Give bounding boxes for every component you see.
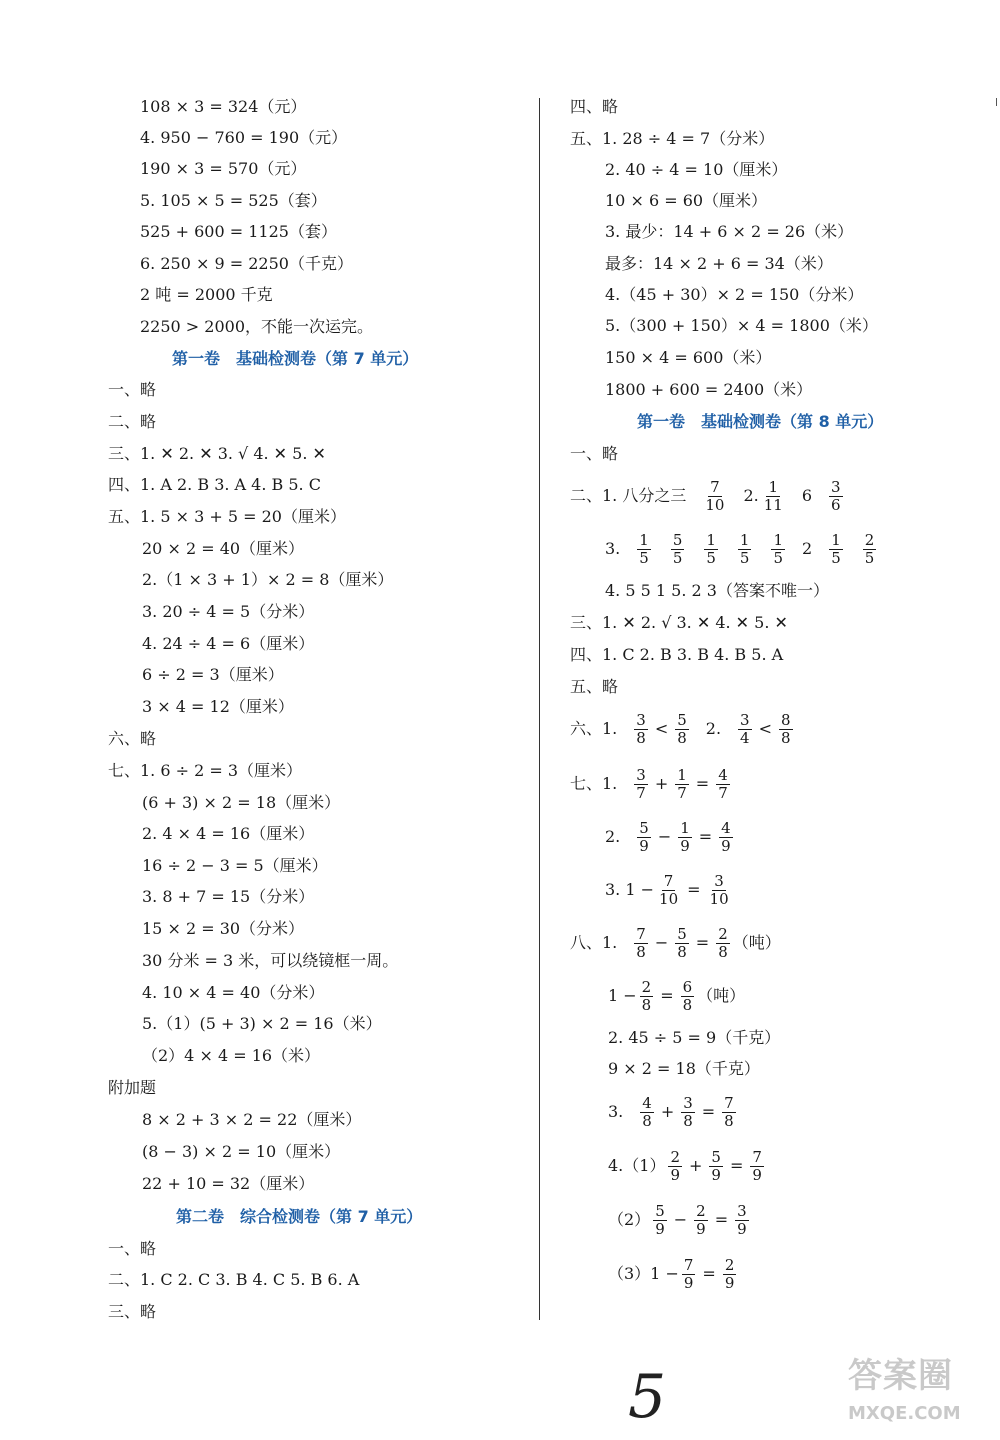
answer-line: 2. 4 × 4 = 16（厘米） [142,824,315,843]
section-heading: 第一卷 基础检测卷（第 7 单元） [172,349,419,368]
answer-line: 四、1. A 2. B 3. A 4. B 5. C [108,475,321,494]
answer-line: 3. 20 ÷ 4 = 5（分米） [142,602,315,621]
answer-line: 五、略 [570,677,619,696]
fraction-line: 2. 5 9 − $\frac{1}{9}$ = $\frac{4}{9}$ [605,818,731,855]
fraction: 3 8 [636,710,646,747]
answer-line: 2. 40 ÷ 4 = 10（厘米） [605,160,788,179]
page-number: 5 [628,1362,667,1432]
answer-line: 一、略 [570,444,619,463]
answer-line: 4. 24 ÷ 4 = 6（厘米） [142,634,315,653]
answer-line: 三、1. ✕ 2. ✕ 3. √ 4. ✕ 5. ✕ [108,444,326,463]
fraction: $\frac{5}{9}$ [711,1147,721,1184]
answer-line: 108 × 3 = 324（元） [140,97,307,116]
answer-line: 最多：14 × 2 + 6 = 34（米） [605,254,833,273]
answer-line: 10 × 6 = 60（厘米） [605,191,768,210]
fraction: 2 5 [864,530,875,567]
answer-line: 2250 > 2000，不能一次运完。 [140,317,374,336]
watermark-url: MXQE.COM [848,1403,961,1424]
fraction: 1 11 [763,477,783,514]
answer-line: 9 × 2 = 18（千克） [608,1059,760,1078]
fraction-line: 4.（1） 2 9 + $\frac{5}{9}$ = $\frac{7}{9}$ [608,1147,762,1184]
answer-line: 三、略 [108,1302,157,1321]
answer-line: 150 × 4 = 600（米） [605,348,772,367]
fraction: $\frac{7}{8}$ [724,1093,734,1130]
answer-line: 二、略 [108,412,157,431]
fraction: $\frac{7}{9}$ [752,1147,762,1184]
fraction: 3 6 [831,477,841,514]
answer-line: 3 × 4 = 12（厘米） [142,697,294,716]
answer-line: 16 ÷ 2 − 3 = 5（厘米） [142,856,328,875]
fraction-line: 二、1. 八分之三 7 10 2. 1 11 6 3 6 [570,477,841,514]
fraction-line: 八、1. 7 8 − $\frac{5}{8}$ = $\frac{2}{8}$ （吨） [570,924,781,961]
answer-line: 190 × 3 = 570（元） [140,159,307,178]
fraction-line: 3. 1 5 5 5 1 5 1 5 1 5 2 1 5 2 5 [605,530,875,567]
answer-line: 附加题 [108,1078,157,1097]
fraction: $\frac{1}{7}$ [677,765,687,802]
answer-line: 525 + 600 = 1125（套） [140,222,337,241]
answer-line: 五、1. 28 ÷ 4 = 7（分米） [570,129,775,148]
fraction-line: 七、1. 3 7 + $\frac{1}{7}$ = $\frac{4}{7}$ [570,765,728,802]
fraction: $\frac{3}{8}$ [683,1093,693,1130]
fraction: $\frac{2}{8}$ [641,977,652,1014]
answer-line: 一、略 [108,380,157,399]
watermark [848,1348,994,1432]
fraction-line: （2） 5 9 − $\frac{2}{9}$ = $\frac{3}{9}$ [608,1201,747,1238]
fraction: $\frac{4}{7}$ [718,765,728,802]
fraction: 7 10 [705,477,725,514]
fraction: 5 5 [672,530,683,567]
answer-line: 三、1. ✕ 2. √ 3. ✕ 4. ✕ 5. ✕ [570,613,788,632]
answer-line: 15 × 2 = 30（分米） [142,919,305,938]
edge-mark [996,98,997,106]
answer-line: 2. 45 ÷ 5 = 9（千克） [608,1028,781,1047]
answer-line: 七、1. 6 ÷ 2 = 3（厘米） [108,761,303,780]
answer-line: 4. 950 − 760 = 190（元） [140,128,348,147]
fraction: $\frac{2}{9}$ [724,1255,735,1292]
fraction: 2 9 [670,1147,680,1184]
fraction: 4 8 [642,1093,652,1130]
answer-line: 8 × 2 + 3 × 2 = 22（厘米） [142,1110,362,1129]
fraction: 3 4 [740,710,750,747]
answer-line: 5. 105 × 5 = 525（套） [140,191,327,210]
fraction: 5 9 [639,818,649,855]
answer-line: 6. 250 × 9 = 2250（千克） [140,254,353,273]
answer-line: 20 × 2 = 40（厘米） [142,539,305,558]
fraction: 1 5 [773,530,783,567]
fraction: 8 8 [781,710,791,747]
answer-line: 5.（300 + 150）× 4 = 1800（米） [605,316,878,335]
answer-line: 3. 8 + 7 = 15（分米） [142,887,315,906]
answer-line: 2.（1 × 3 + 1）× 2 = 8（厘米） [142,570,394,589]
fraction: $\frac{7}{9}$ [683,1255,694,1292]
answer-line: 六、略 [108,729,157,748]
fraction: $\frac{4}{9}$ [721,818,731,855]
answer-line: （2）4 × 4 = 16（米） [142,1046,321,1065]
answer-line: 二、1. C 2. C 3. B 4. C 5. B 6. A [108,1270,360,1289]
column-divider [539,98,540,1320]
fraction: 1 5 [831,530,841,567]
fraction-line: （3）1 − $\frac{7}{9}$ = $\frac{2}{9}$ [608,1255,735,1292]
answer-line: 22 + 10 = 32（厘米） [142,1174,315,1193]
answer-line: (6 + 3) × 2 = 18（厘米） [142,793,341,812]
answer-line: 30 分米 = 3 米，可以绕镜框一周。 [142,951,399,970]
fraction: $\frac{3}{9}$ [737,1201,747,1238]
answer-line: 四、1. C 2. B 3. B 4. B 5. A [570,645,784,664]
fraction: 3 7 [636,765,646,802]
answer-line: 2 吨 = 2000 千克 [140,285,273,304]
fraction: 1 5 [706,530,716,567]
watermark-logo: 答案圈 [848,1356,953,1396]
answer-line: 一、略 [108,1239,157,1258]
answer-line: 3. 最少：14 + 6 × 2 = 26（米） [605,222,854,241]
fraction: $\frac{1}{9}$ [680,818,690,855]
answer-line: (8 − 3) × 2 = 10（厘米） [142,1142,341,1161]
fraction-line: 1 − $\frac{2}{8}$ = $\frac{6}{8}$ （吨） [608,977,746,1014]
section-heading: 第一卷 基础检测卷（第 8 单元） [637,412,884,431]
answer-line: 4. 10 × 4 = 40（分米） [142,983,325,1002]
answer-line: 5.（1）(5 + 3) × 2 = 16（米） [142,1014,382,1033]
fraction-line: 3. 1 − $\frac{7}{10}$ = $\frac{3}{10}$ [605,871,729,908]
fraction-line: 3. 4 8 + $\frac{3}{8}$ = $\frac{7}{8}$ [608,1093,734,1130]
answer-line: 6 ÷ 2 = 3（厘米） [142,665,284,684]
answer-line: 4.（45 + 30）× 2 = 150（分米） [605,285,864,304]
fraction: $\frac{6}{8}$ [682,977,693,1014]
answer-line: 四、略 [570,97,619,116]
fraction: $\frac{2}{8}$ [718,924,728,961]
fraction-line: 六、1. 3 8 < 5 8 2. 3 4 < 8 8 [570,710,791,747]
answer-line: 五、1. 5 × 3 + 5 = 20（厘米） [108,507,346,526]
fraction: $\frac{7}{10}$ [659,871,679,908]
fraction: 1 5 [639,530,649,567]
fraction: 5 9 [655,1201,665,1238]
fraction: 5 8 [677,710,687,747]
answer-line: 1800 + 600 = 2400（米） [605,380,813,399]
fraction: $\frac{5}{8}$ [677,924,687,961]
answer-line: 4. 5 5 1 5. 2 3（答案不唯一） [605,581,829,600]
section-heading: 第二卷 综合检测卷（第 7 单元） [176,1207,423,1226]
fraction: $\frac{3}{10}$ [709,871,729,908]
fraction: 1 5 [739,530,750,567]
fraction: $\frac{2}{9}$ [696,1201,706,1238]
fraction: 7 8 [636,924,646,961]
